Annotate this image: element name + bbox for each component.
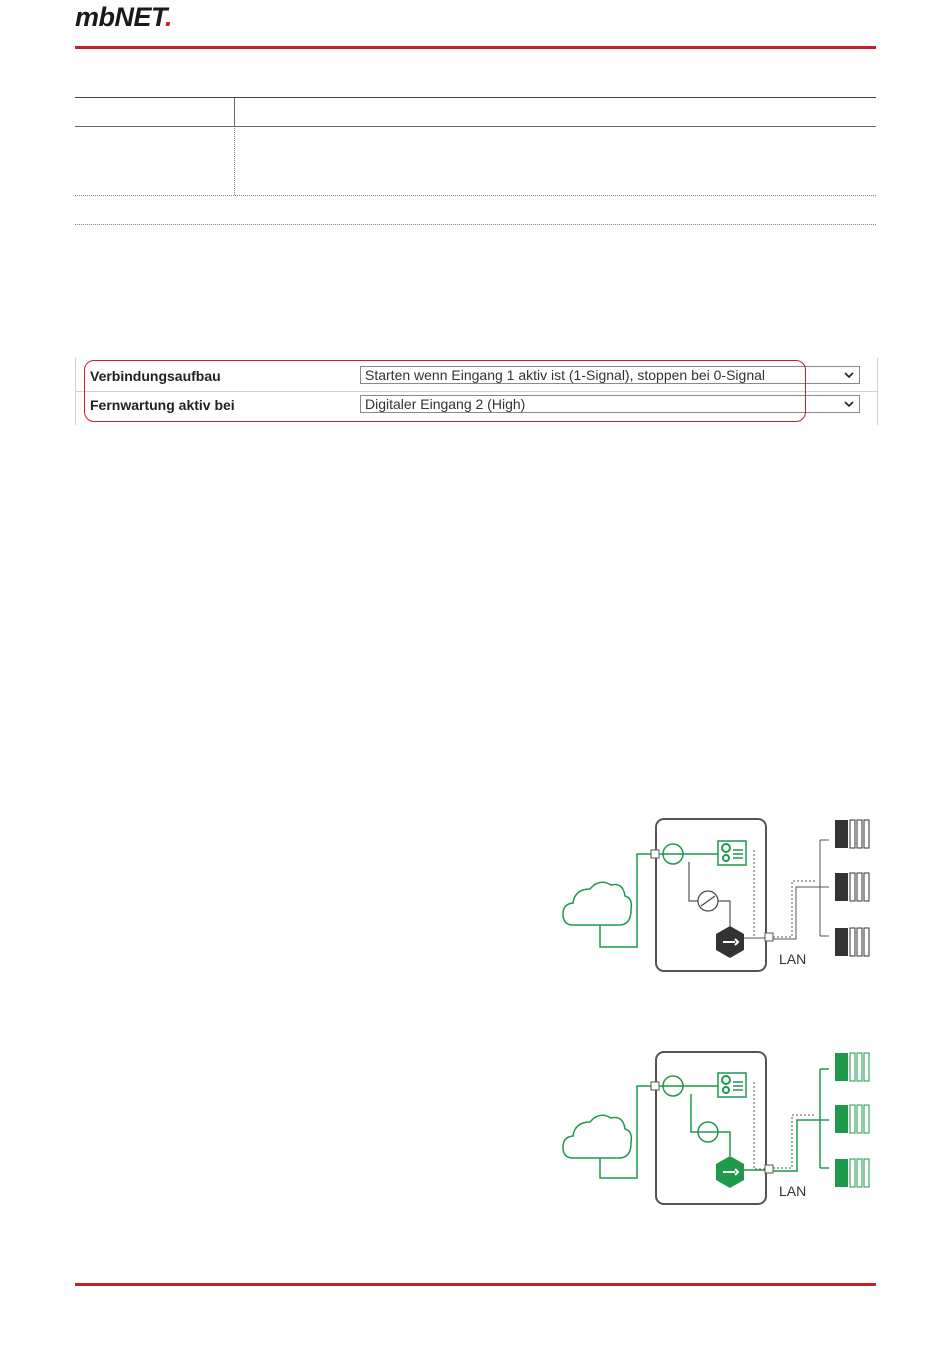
wan-line [600,854,651,947]
logo-dot: . [165,2,173,32]
wan-line [600,1086,651,1178]
wan-port [651,1082,659,1090]
cloud-icon [563,882,631,925]
cloud-icon [563,1115,631,1158]
select-value: Digitaler Eingang 2 (High) [365,396,526,412]
plc-module-icon [835,820,869,848]
wrench-icon [716,926,744,958]
select-value: Starten wenn Eingang 1 aktiv ist (1-Signal), stoppen bei 0-Signal [365,367,766,383]
logo-text: mbNET [75,2,165,32]
network-diagram-inactive [555,812,875,977]
header-rule [75,46,876,49]
wrench-icon [716,1156,744,1188]
plc-module-icon [835,1053,869,1081]
router-frame [656,819,766,971]
plc-module-icon [835,1159,869,1187]
table-col-divider-header [234,97,235,126]
lan-label: LAN [779,951,807,967]
chevron-down-icon [843,368,855,382]
lan-label: LAN [779,1183,807,1199]
router-frame [656,1052,766,1204]
lan-port [765,1165,773,1173]
highlight-frame [84,360,806,422]
config-document-icon [718,1073,746,1097]
chevron-down-icon [843,397,855,411]
config-document-icon [718,841,746,865]
table-header-line [75,126,876,127]
plc-module-icon [835,873,869,901]
setting-label: Fernwartung aktiv bei [90,397,235,413]
wan-port [651,850,659,858]
setting-label: Verbindungsaufbau [90,368,221,384]
table-top-line [75,97,876,98]
footer-rule [75,1283,876,1286]
plc-module-icon [835,1105,869,1133]
plc-module-icon [835,928,869,956]
lan-port [765,933,773,941]
mbnet-logo [75,2,172,33]
table-row-line [75,195,876,196]
table-bottom-line [75,224,876,225]
table-col-divider [234,126,235,195]
network-diagram-active [555,1045,875,1210]
